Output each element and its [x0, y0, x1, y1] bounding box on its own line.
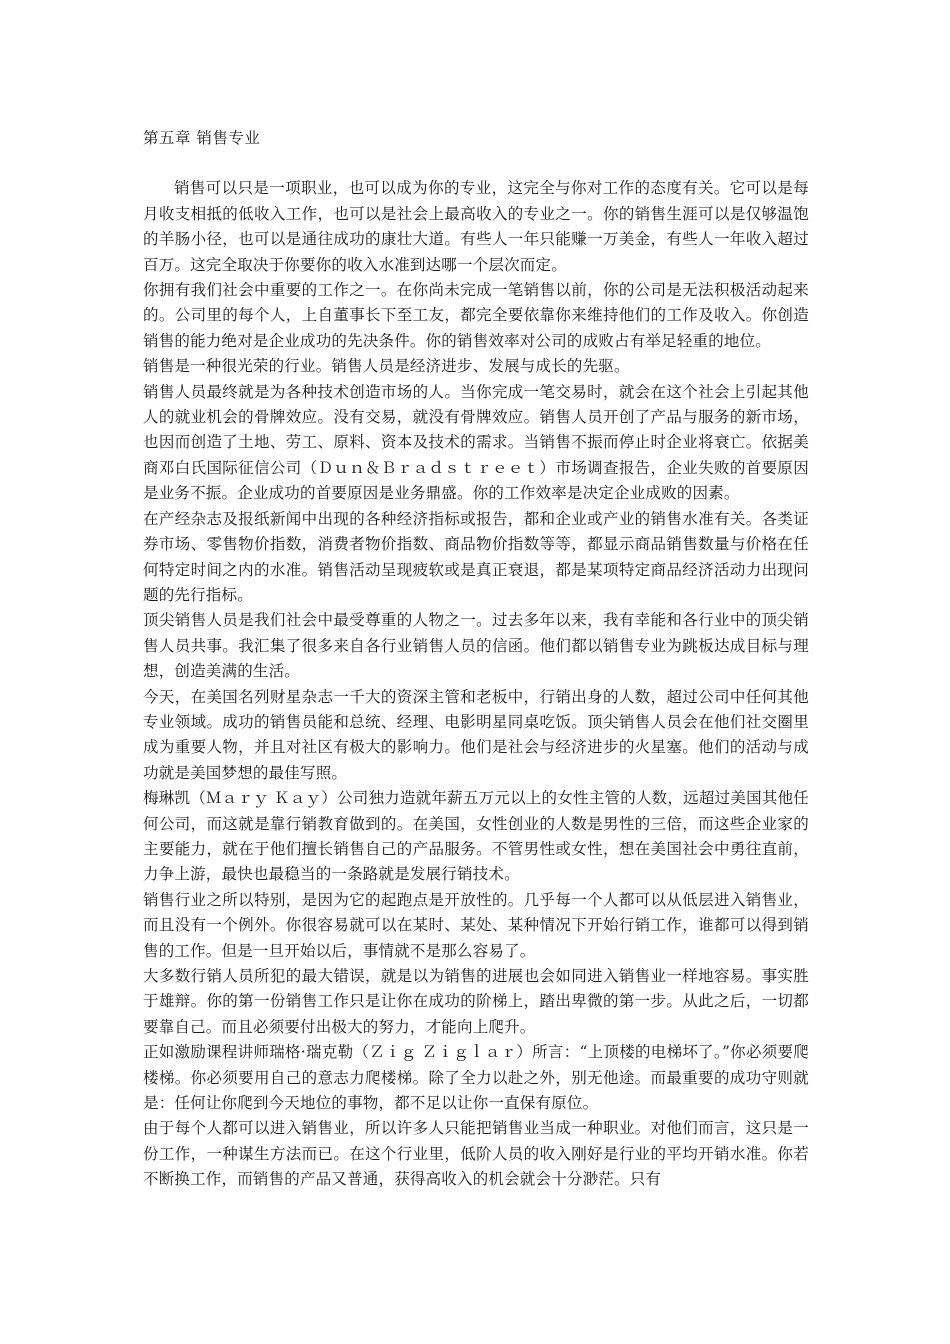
paragraph: 正如激励课程讲师瑞格·瑞克勒（Ｚｉｇ Ｚｉｇｌａｒ）所言：“上顶楼的电梯坏了。”你必须要爬楼梯。你必须要用自己的意志力爬楼梯。除了全力以赴之外，别无他途。而最重要的成功守则就是：任何让你爬到今天地位的事物，都不足以让你一直保有原位。 — [143, 1043, 809, 1113]
paragraph: 由于每个人都可以进入销售业，所以许多人只能把销售业当成一种职业。对他们而言，这只是一份工作，一种谋生方法而已。在这个行业里，低阶人员的收入刚好是行业的平均开销水准。你若不断换工作，而销售的产品又普通，获得高收入的机会就会十分渺茫。只有 — [143, 1119, 809, 1189]
paragraph: 你拥有我们社会中重要的工作之一。在你尚未完成一笔销售以前，你的公司是无法积极活动起来的。公司里的每个人，上自董事长下至工友，都完全要依靠你来维持他们的工作及收入。你创造销售的能力绝对是企业成功的先决条件。你的销售效率对公司的成败占有举足轻重的地位。 — [143, 281, 809, 350]
paragraph: 顶尖销售人员是我们社会中最受尊重的人物之一。过去多年以来，我有幸能和各行业中的顶尖销售人员共事。我汇集了很多来自各行业销售人员的信函。他们都以销售专业为跳板达成目标与理想，创造美满的生活。 — [143, 611, 809, 681]
paragraph: 大多数行销人员所犯的最大错误，就是以为销售的进展也会如同进入销售业一样地容易。事实胜于雄辩。你的第一份销售工作只是让你在成功的阶梯上，踏出卑微的第一步。从此之后，一切都要靠自己。而且必须要付出极大的努力，才能向上爬升。 — [143, 967, 809, 1036]
chapter-title: 第五章 销售专业 — [143, 129, 261, 147]
paragraph: 销售可以只是一项职业，也可以成为你的专业，这完全与你对工作的态度有关。它可以是每月收支相抵的低收入工作，也可以是社会上最高收入的专业之一。你的销售生涯可以是仅够温饱的羊肠小径，也可以是通往成功的康壮大道。有些人一年只能赚一万美金，有些人一年收入超过百万。这完全取决于你要你的收入水准到达哪一个层次而定。 — [143, 179, 809, 274]
paragraph: 销售行业之所以特别，是因为它的起跑点是开放性的。几乎每一个人都可以从低层进入销售业，而且没有一个例外。你很容易就可以在某时、某处、某种情况下开始行销工作，谁都可以得到销售的工作。但是一旦开始以后，事情就不是那么容易了。 — [143, 890, 809, 960]
paragraph: 销售是一种很光荣的行业。销售人员是经济进步、发展与成长的先驱。 — [143, 357, 630, 376]
paragraph: 销售人员最终就是为各种技术创造市场的人。当你完成一笔交易时，就会在这个社会上引起其他人的就业机会的骨牌效应。没有交易，就没有骨牌效应。销售人员开创了产品与服务的新市场，也因而创造了土地、劳工、原料、资本及技术的需求。当销售不振而停止时企业将衰亡。依据美商邓白氏国际征信公司（Ｄｕｎ＆Ｂｒａｄｓｔｒｅｅｔ）市场调查报告，企业失败的首要原因是业务不振。企业成功的首要原因是业务鼎盛。你的工作效率是决定企业成败的因素。 — [143, 382, 809, 503]
document-page — [143, 126, 809, 1193]
paragraph: 今天，在美国名列财星杂志一千大的资深主管和老板中，行销出身的人数，超过公司中任何其他专业领域。成功的销售员能和总统、经理、电影明星同桌吃饭。顶尖销售人员会在他们社交圈里成为重要人物，并且对社区有极大的影响力。他们是社会与经济进步的火星塞。他们的活动与成功就是美国梦想的最佳写照。 — [143, 687, 809, 782]
paragraph: 梅琳凯（Ｍａｒｙ Ｋａｙ）公司独力造就年薪五万元以上的女性主管的人数，远超过美国其他任何公司，而这就是靠行销教育做到的。在美国，女性创业的人数是男性的三倍，而这些企业家的主要能力，就在于他们擅长销售自己的产品服务。不管男性或女性，想在美国社会中勇往直前，力争上游，最快也最稳当的一条路就是发展行销技术。 — [143, 789, 809, 884]
paragraph: 在产经杂志及报纸新闻中出现的各种经济指标或报告，都和企业或产业的销售水准有关。各类证券市场、零售物价指数，消费者物价指数、商品物价指数等等，都显示商品销售数量与价格在任何特定时间之内的水准。销售活动呈现疲软或是真正衰退，都是某项特定商品经济活动力出现问题的先行指标。 — [143, 509, 809, 604]
